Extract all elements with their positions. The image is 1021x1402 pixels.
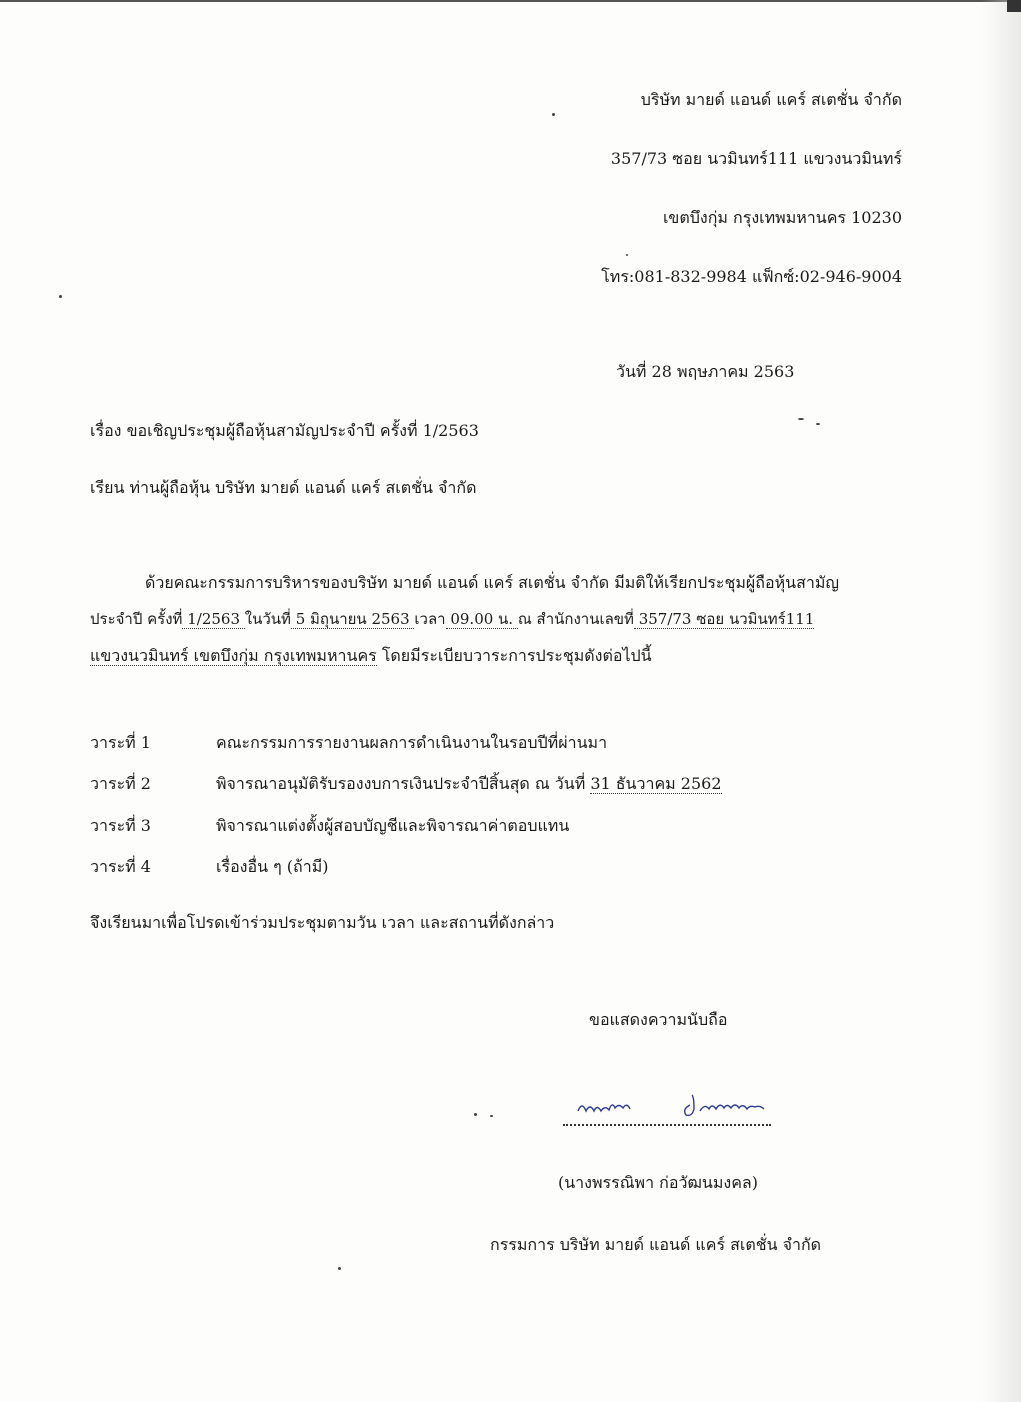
- signatory-title: กรรมการ บริษัท มายด์ แอนด์ แคร์ สเตชั่น จำกัด: [490, 1235, 822, 1254]
- body-line-1: ด้วยคณะกรรมการบริหารของบริษัท มายด์ แอนด์ แคร์ สเตชั่น จำกัด มีมติให้เรียกประชุมผู้ถือหุ้นสามัญ: [145, 573, 839, 592]
- meeting-number: 1/2563: [182, 610, 245, 628]
- meeting-district: แขวงนวมินทร์ เขตบึงกุ่ม กรุงเทพมหานคร: [90, 646, 377, 665]
- scan-speck: [798, 418, 804, 420]
- regards-line: ขอแสดงความนับถือ: [589, 1010, 728, 1029]
- scan-speck: [816, 423, 820, 425]
- body-line-2: [90, 609, 814, 629]
- agenda-text-4: เรื่องอื่น ๆ (ถ้ามี): [216, 857, 329, 876]
- body-text: ในวันที่: [244, 610, 291, 628]
- contact-line: โทร:081-832-9984 แฟ็กซ์:02-946-9004: [601, 267, 902, 286]
- recipient-line: เรียน ท่านผู้ถือหุ้น บริษัท มายด์ แอนด์ แคร์ สเตชั่น จำกัด: [90, 478, 477, 497]
- body-text: ประจำปี ครั้งที่: [90, 610, 183, 628]
- scan-corner-mark: [1007, 0, 1021, 12]
- signatory-name: (นางพรรณิพา ก่อวัฒนมงคล): [558, 1173, 758, 1192]
- agenda-text-1: คณะกรรมการรายงานผลการดำเนินงานในรอบปีที่ผ่านมา: [216, 733, 608, 752]
- meeting-address: 357/73 ซอย นวมินทร์111: [633, 610, 815, 628]
- body-line-3: [90, 646, 652, 666]
- company-name: บริษัท มายด์ แอนด์ แคร์ สเตชั่น จำกัด: [640, 90, 902, 109]
- handwritten-signature: [570, 1085, 840, 1125]
- scan-speck: [490, 1115, 493, 1117]
- agenda-label-3: วาระที่ 3: [90, 816, 151, 835]
- scan-speck: [59, 295, 62, 298]
- meeting-date: 5 มิถุนายน 2563: [290, 610, 415, 628]
- scan-speck: [474, 1113, 477, 1116]
- agenda-label-2: วาระที่ 2: [90, 774, 151, 793]
- closing-line: จึงเรียนมาเพื่อโปรดเข้าร่วมประชุมตามวัน เวลา และสถานที่ดังกล่าว: [90, 913, 555, 932]
- address-line-2: เขตบึงกุ่ม กรุงเทพมหานคร 10230: [662, 208, 902, 227]
- agenda-text-2: [216, 774, 722, 794]
- agenda-label-4: วาระที่ 4: [90, 857, 151, 876]
- agenda-text: พิจารณาอนุมัติรับรองงบการเงินประจำปีสิ้นสุด ณ วันที่: [216, 774, 591, 793]
- scan-speck: [552, 113, 555, 116]
- agenda-text-3: พิจารณาแต่งตั้งผู้สอบบัญชีและพิจารณาค่าตอบแทน: [216, 816, 570, 835]
- scan-top-border: [0, 0, 1021, 2]
- subject-line: เรื่อง ขอเชิญประชุมผู้ถือหุ้นสามัญประจำปี ครั้งที่ 1/2563: [90, 421, 479, 440]
- scan-speck: [626, 254, 628, 256]
- meeting-time: 09.00 น.: [445, 610, 518, 628]
- scan-edge-shadow: [981, 0, 1021, 1402]
- body-text: ณ สำนักงานเลขที่: [517, 610, 634, 628]
- signature-line: [563, 1124, 771, 1126]
- address-line-1: 357/73 ซอย นวมินทร์111 แขวงนวมินทร์: [610, 149, 902, 168]
- agenda-label-1: วาระที่ 1: [90, 733, 151, 752]
- body-text: โดยมีระเบียบวาระการประชุมดังต่อไปนี้: [376, 646, 652, 665]
- scan-speck: [338, 1267, 341, 1270]
- body-text: เวลา: [414, 610, 446, 628]
- fiscal-year-end-date: 31 ธันวาคม 2562: [590, 774, 722, 793]
- letter-date: วันที่ 28 พฤษภาคม 2563: [616, 362, 795, 381]
